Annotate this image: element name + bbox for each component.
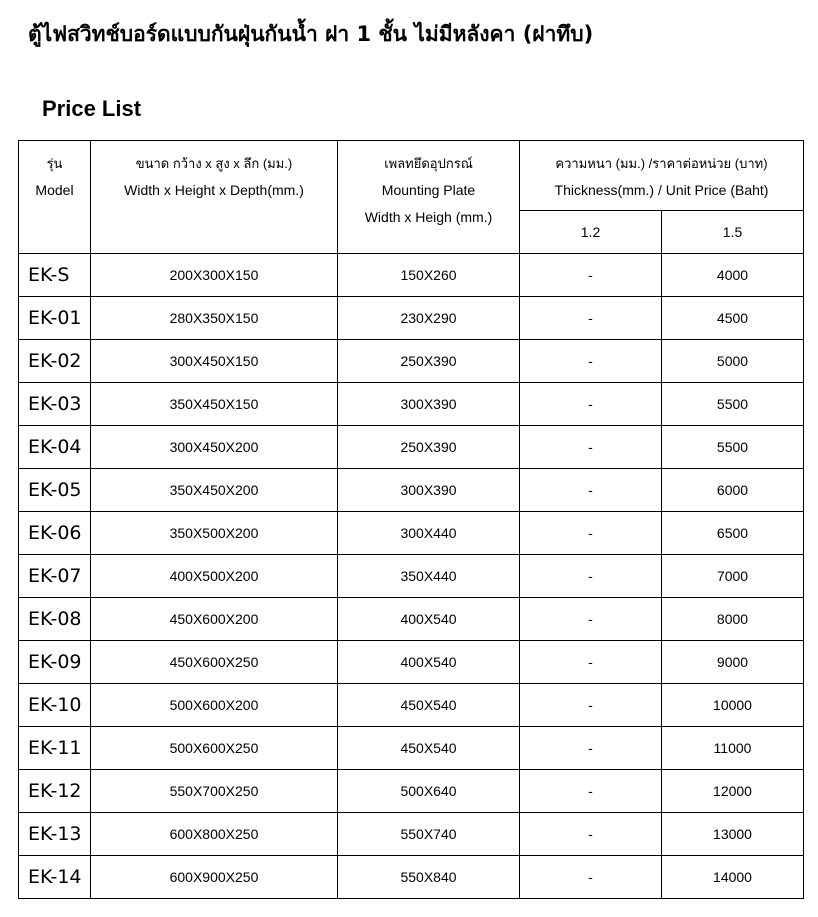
price-1-2-cell: -	[520, 555, 662, 598]
model-cell: EK-01	[19, 297, 91, 340]
header-size-english: Width x Height x Depth(mm.)	[124, 182, 304, 198]
size-cell: 280X350X150	[91, 297, 338, 340]
table-row	[19, 426, 804, 469]
price-1-2-cell: -	[520, 383, 662, 426]
model-cell: EK-06	[19, 512, 91, 555]
mounting-plate-cell: 550X740	[338, 813, 520, 856]
size-cell: 500X600X200	[91, 684, 338, 727]
price-1-5-cell: 8000	[662, 598, 804, 641]
model-cell: EK-11	[19, 727, 91, 770]
model-cell: EK-12	[19, 770, 91, 813]
mounting-plate-cell: 450X540	[338, 727, 520, 770]
price-1-5-cell: 13000	[662, 813, 804, 856]
size-cell: 350X450X200	[91, 469, 338, 512]
size-cell: 600X900X250	[91, 856, 338, 899]
size-cell: 550X700X250	[91, 770, 338, 813]
model-cell: EK-10	[19, 684, 91, 727]
price-1-2-cell: -	[520, 426, 662, 469]
price-1-2-cell: -	[520, 770, 662, 813]
mounting-plate-cell: 350X440	[338, 555, 520, 598]
mounting-plate-cell: 300X390	[338, 383, 520, 426]
page-title: ตู้ไฟสวิทช์บอร์ดแบบกันฝุ่นกันน้ำ ฝา 1 ชั้น ไม่มีหลังคา (ฝาทึบ)	[28, 22, 594, 46]
size-cell: 200X300X150	[91, 254, 338, 297]
price-1-5-cell: 5500	[662, 426, 804, 469]
table-row	[19, 469, 804, 512]
header-thickness-price	[520, 141, 804, 211]
price-1-5-cell: 5000	[662, 340, 804, 383]
mounting-plate-cell: 250X390	[338, 426, 520, 469]
price-1-2-cell: -	[520, 254, 662, 297]
table-row	[19, 512, 804, 555]
table-row	[19, 340, 804, 383]
model-cell: EK-04	[19, 426, 91, 469]
price-1-2-cell: -	[520, 813, 662, 856]
mounting-plate-cell: 450X540	[338, 684, 520, 727]
size-cell: 500X600X250	[91, 727, 338, 770]
mounting-plate-cell: 400X540	[338, 598, 520, 641]
mounting-plate-cell: 230X290	[338, 297, 520, 340]
model-cell: EK-14	[19, 856, 91, 899]
model-cell: EK-03	[19, 383, 91, 426]
price-1-5-cell: 6500	[662, 512, 804, 555]
header-thickness-1-5: 1.5	[662, 211, 804, 254]
header-model	[19, 141, 91, 254]
price-1-2-cell: -	[520, 641, 662, 684]
price-1-5-cell: 5500	[662, 383, 804, 426]
table-row	[19, 297, 804, 340]
price-1-5-cell: 14000	[662, 856, 804, 899]
price-table	[18, 140, 804, 899]
price-1-2-cell: -	[520, 598, 662, 641]
header-size	[91, 141, 338, 254]
table-row	[19, 770, 804, 813]
table-row	[19, 813, 804, 856]
price-1-5-cell: 4000	[662, 254, 804, 297]
mounting-plate-cell: 400X540	[338, 641, 520, 684]
model-cell: EK-S	[19, 254, 91, 297]
table-row	[19, 383, 804, 426]
header-plate-english: Mounting Plate	[381, 182, 476, 198]
price-1-2-cell: -	[520, 856, 662, 899]
price-1-2-cell: -	[520, 684, 662, 727]
mounting-plate-cell: 300X390	[338, 469, 520, 512]
price-1-5-cell: 7000	[662, 555, 804, 598]
mounting-plate-cell: 500X640	[338, 770, 520, 813]
size-cell: 400X500X200	[91, 555, 338, 598]
table-row	[19, 727, 804, 770]
size-cell: 300X450X200	[91, 426, 338, 469]
table-row	[19, 254, 804, 297]
header-model-thai: รุ่น	[46, 156, 63, 171]
model-cell: EK-05	[19, 469, 91, 512]
header-mounting-plate	[338, 141, 520, 254]
mounting-plate-cell: 300X440	[338, 512, 520, 555]
price-1-2-cell: -	[520, 727, 662, 770]
size-cell: 350X450X150	[91, 383, 338, 426]
table-row	[19, 555, 804, 598]
size-cell: 450X600X200	[91, 598, 338, 641]
header-plate-thai: เพลทยึดอุปกรณ์	[384, 156, 473, 171]
price-1-5-cell: 6000	[662, 469, 804, 512]
price-1-5-cell: 10000	[662, 684, 804, 727]
table-row	[19, 641, 804, 684]
price-list-heading: Price List	[42, 96, 142, 121]
size-cell: 600X800X250	[91, 813, 338, 856]
mounting-plate-cell: 250X390	[338, 340, 520, 383]
mounting-plate-cell: 550X840	[338, 856, 520, 899]
price-1-5-cell: 9000	[662, 641, 804, 684]
model-cell: EK-02	[19, 340, 91, 383]
header-model-english: Model	[35, 182, 74, 198]
header-price-thai: ความหนา (มม.) /ราคาต่อหน่วย (บาท)	[555, 156, 768, 171]
size-cell: 350X500X200	[91, 512, 338, 555]
price-1-2-cell: -	[520, 297, 662, 340]
price-1-2-cell: -	[520, 340, 662, 383]
model-cell: EK-09	[19, 641, 91, 684]
header-price-english: Thickness(mm.) / Unit Price (Baht)	[554, 182, 769, 198]
model-cell: EK-13	[19, 813, 91, 856]
price-1-2-cell: -	[520, 512, 662, 555]
table-row	[19, 598, 804, 641]
price-1-5-cell: 12000	[662, 770, 804, 813]
model-cell: EK-07	[19, 555, 91, 598]
header-row	[19, 141, 804, 211]
size-cell: 450X600X250	[91, 641, 338, 684]
price-1-5-cell: 4500	[662, 297, 804, 340]
header-plate-dimensions: Width x Heigh (mm.)	[364, 209, 493, 225]
header-thickness-1-2: 1.2	[520, 211, 662, 254]
table-row	[19, 856, 804, 899]
price-1-5-cell: 11000	[662, 727, 804, 770]
model-cell: EK-08	[19, 598, 91, 641]
size-cell: 300X450X150	[91, 340, 338, 383]
header-size-thai: ขนาด กว้าง x สูง x ลึก (มม.)	[135, 156, 293, 171]
price-1-2-cell: -	[520, 469, 662, 512]
mounting-plate-cell: 150X260	[338, 254, 520, 297]
table-row	[19, 684, 804, 727]
